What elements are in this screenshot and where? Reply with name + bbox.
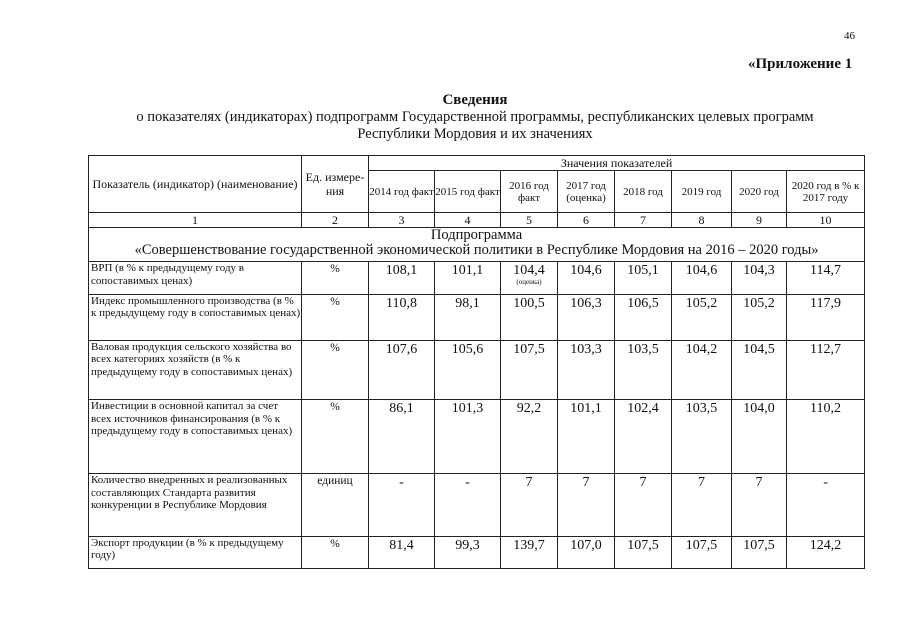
value-cell: 104,5 bbox=[732, 340, 787, 399]
value-cell: 112,7 bbox=[787, 340, 865, 399]
value-cell: 98,1 bbox=[435, 294, 501, 340]
indicator-unit: % bbox=[302, 294, 369, 340]
value-cell: 105,2 bbox=[672, 294, 732, 340]
value-cell: 92,2 bbox=[501, 400, 558, 474]
value-cell: 86,1 bbox=[369, 400, 435, 474]
value-cell: 106,5 bbox=[615, 294, 672, 340]
table-row bbox=[89, 294, 865, 340]
header-year: 2018 год bbox=[615, 171, 672, 213]
value-cell: - bbox=[435, 474, 501, 536]
column-number: 8 bbox=[672, 213, 732, 228]
indicator-unit: % bbox=[302, 400, 369, 474]
value-cell: 103,3 bbox=[558, 340, 615, 399]
heading-line-1: о показателях (индикаторах) подпрограмм Государственной программы, республиканских целевых программ bbox=[136, 109, 814, 125]
value-cell: 7 bbox=[672, 474, 732, 536]
header-year: 2020 год bbox=[732, 171, 787, 213]
indicator-name: Валовая продукция сельского хозяйства во всех категориях хозяйств (в % к предыдущему году в сопоставимых ценах) bbox=[89, 340, 302, 399]
indicator-unit: % bbox=[302, 536, 369, 568]
value-note: (оценка) bbox=[516, 278, 542, 287]
appendix-label: «Приложение 1 bbox=[748, 56, 853, 72]
value-cell: 114,7 bbox=[787, 262, 865, 294]
column-number-row bbox=[89, 213, 865, 228]
value-cell: 105,2 bbox=[732, 294, 787, 340]
indicator-unit: % bbox=[302, 262, 369, 294]
value-cell: 105,1 bbox=[615, 262, 672, 294]
indicator-unit: % bbox=[302, 340, 369, 399]
header-year: 2019 год bbox=[672, 171, 732, 213]
value-cell: 107,5 bbox=[501, 340, 558, 399]
indicator-name: Экспорт продукции (в % к предыдущему году) bbox=[89, 536, 302, 568]
page-number: 46 bbox=[844, 30, 855, 42]
indicator-name: Инвестиции в основной капитал за счет всех источников финансирования (в % к предыдущему году в сопоставимых ценах) bbox=[89, 400, 302, 474]
value-cell: 105,6 bbox=[435, 340, 501, 399]
indicators-table bbox=[88, 155, 865, 569]
value-cell: 104,6 bbox=[558, 262, 615, 294]
value-cell: - bbox=[369, 474, 435, 536]
value-cell: 104,3 bbox=[732, 262, 787, 294]
value-cell: 7 bbox=[558, 474, 615, 536]
header-year: 2020 год в % к 2017 году bbox=[787, 171, 865, 213]
value-cell: 107,5 bbox=[615, 536, 672, 568]
document-heading bbox=[80, 92, 870, 143]
table-row bbox=[89, 536, 865, 568]
indicator-name: Количество внедренных и реализованных составляющих Стандарта развития конкуренции в Республике Мордовия bbox=[89, 474, 302, 536]
value-cell: 107,5 bbox=[732, 536, 787, 568]
value-text: 104,4 bbox=[513, 263, 545, 279]
subprogram-row bbox=[89, 228, 865, 262]
column-number: 7 bbox=[615, 213, 672, 228]
header-indicator: Показатель (индикатор) (наименование) bbox=[89, 156, 302, 213]
indicator-name: ВРП (в % к предыдущему году в сопоставимых ценах) bbox=[89, 262, 302, 294]
value-cell: 102,4 bbox=[615, 400, 672, 474]
heading-line-2: Республики Мордовия и их значениях bbox=[357, 126, 593, 142]
value-cell: 101,3 bbox=[435, 400, 501, 474]
header-year: 2015 год факт bbox=[435, 171, 501, 213]
column-number: 2 bbox=[302, 213, 369, 228]
subprogram-label: Подпрограмма bbox=[430, 227, 523, 244]
column-number: 6 bbox=[558, 213, 615, 228]
heading-title: Сведения bbox=[442, 92, 508, 108]
table-row bbox=[89, 262, 865, 294]
column-number: 5 bbox=[501, 213, 558, 228]
value-cell: 107,0 bbox=[558, 536, 615, 568]
value-cell: - bbox=[787, 474, 865, 536]
value-cell: 104,2 bbox=[672, 340, 732, 399]
header-year: 2017 год (оценка) bbox=[558, 171, 615, 213]
value-cell: 117,9 bbox=[787, 294, 865, 340]
column-number: 1 bbox=[89, 213, 302, 228]
value-cell: 81,4 bbox=[369, 536, 435, 568]
value-cell: 110,2 bbox=[787, 400, 865, 474]
value-cell: 101,1 bbox=[558, 400, 615, 474]
value-cell: 106,3 bbox=[558, 294, 615, 340]
value-cell: 104,0 bbox=[732, 400, 787, 474]
value-cell: 7 bbox=[615, 474, 672, 536]
subprogram-title: «Совершенствование государственной экономической политики в Республике Мордовия на 2016 – 2020 годы» bbox=[134, 242, 819, 259]
value-cell bbox=[501, 262, 558, 294]
table-row bbox=[89, 474, 865, 536]
header-year: 2014 год факт bbox=[369, 171, 435, 213]
value-cell: 108,1 bbox=[369, 262, 435, 294]
header-unit: Ед. измере-ния bbox=[302, 156, 369, 213]
value-cell: 124,2 bbox=[787, 536, 865, 568]
value-cell: 107,6 bbox=[369, 340, 435, 399]
value-cell: 101,1 bbox=[435, 262, 501, 294]
indicator-unit: единиц bbox=[302, 474, 369, 536]
header-year: 2016 год факт bbox=[501, 171, 558, 213]
value-cell: 99,3 bbox=[435, 536, 501, 568]
value-cell: 100,5 bbox=[501, 294, 558, 340]
column-number: 10 bbox=[787, 213, 865, 228]
value-cell: 103,5 bbox=[615, 340, 672, 399]
column-number: 4 bbox=[435, 213, 501, 228]
value-cell: 110,8 bbox=[369, 294, 435, 340]
value-cell: 103,5 bbox=[672, 400, 732, 474]
value-cell: 7 bbox=[732, 474, 787, 536]
table-row bbox=[89, 400, 865, 474]
value-cell: 107,5 bbox=[672, 536, 732, 568]
header-values-group: Значения показателей bbox=[369, 156, 865, 171]
indicator-name: Индекс промышленного производства (в % к предыдущему году в сопоставимых ценах) bbox=[89, 294, 302, 340]
table-row bbox=[89, 340, 865, 399]
subprogram-cell bbox=[89, 228, 865, 262]
value-cell: 104,6 bbox=[672, 262, 732, 294]
value-cell: 139,7 bbox=[501, 536, 558, 568]
value-cell: 7 bbox=[501, 474, 558, 536]
column-number: 9 bbox=[732, 213, 787, 228]
column-number: 3 bbox=[369, 213, 435, 228]
